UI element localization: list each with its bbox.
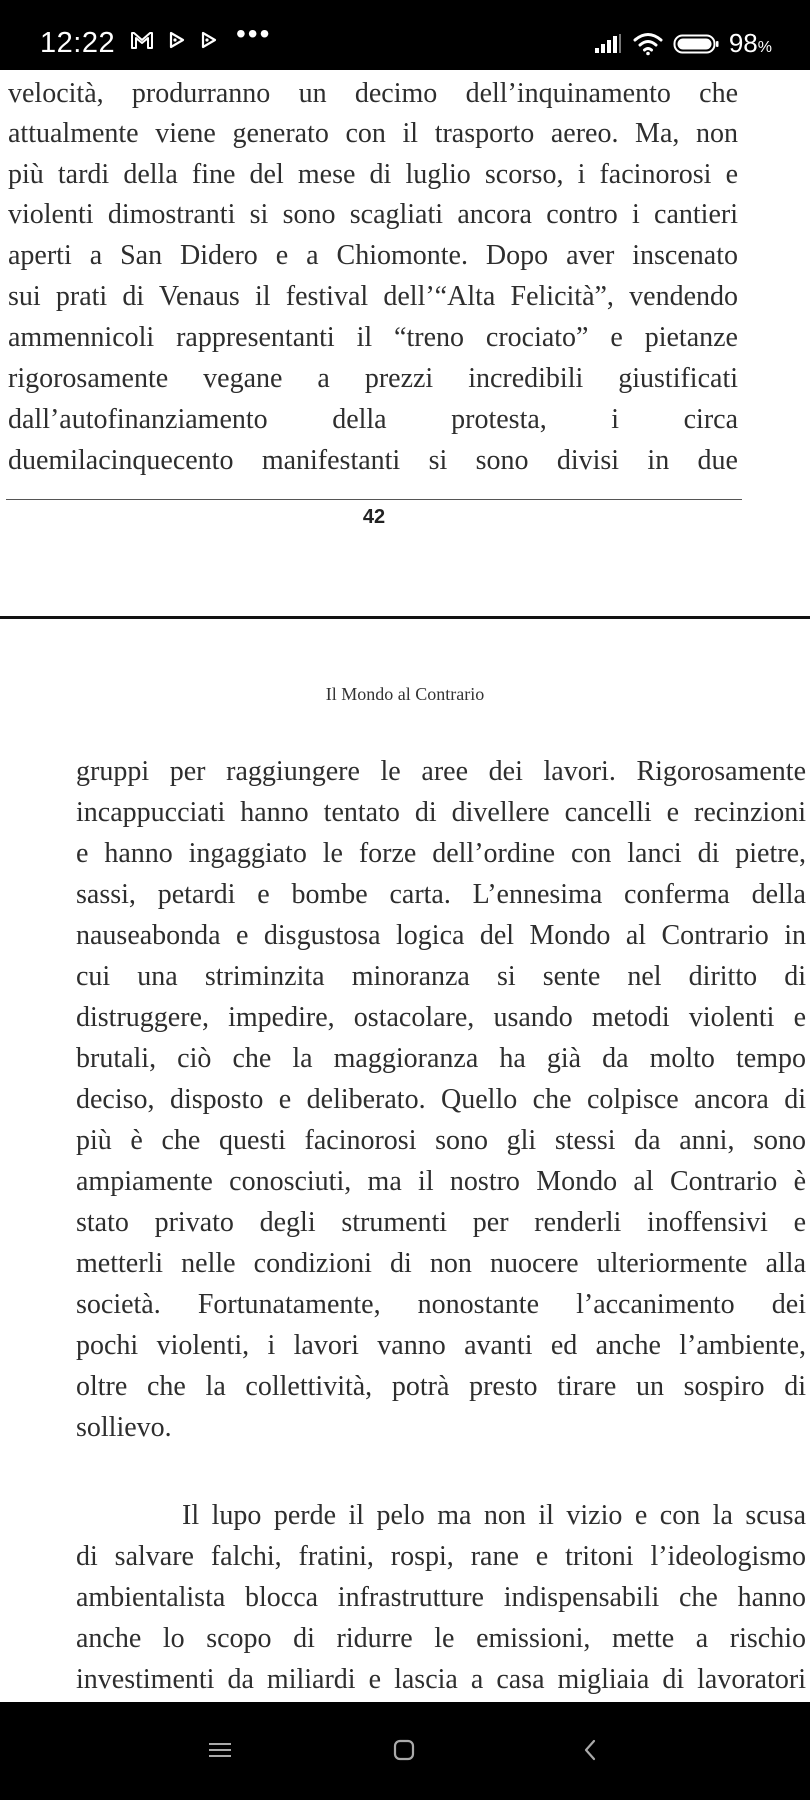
home-icon [392,1738,416,1762]
navigation-bar [0,1702,810,1800]
menu-icon [208,1740,232,1760]
text-line: e hanno ingaggiato le forze dell’ordine con lanci di pietre, [76,838,806,869]
system-icons [593,28,772,59]
running-head: Il Mondo al Contrario [325,684,485,704]
text-line: pochi violenti, i lavori vanno avanti ed anche l’ambiente, [76,1330,806,1361]
battery-icon [673,33,719,55]
play-icon [168,30,186,50]
text-line: società. Fortunatamente, nonostante l’accanimento dei [76,1289,806,1320]
text-line: di salvare falchi, fratini, rospi, rane e tritoni l’ideologismo [76,1541,806,1572]
text-line: sassi, petardi e bombe carta. L’ennesima conferma della [76,879,806,910]
wifi-icon [633,32,663,56]
text-line: cui una striminzita minoranza si sente nel diritto di [76,961,806,992]
page-divider [0,616,810,619]
text-line: incappucciati hanno tentato di divellere cancelli e recinzioni [76,797,806,828]
text-line: ambientalista blocca infrastrutture indispensabili che hanno [76,1582,806,1613]
back-icon [580,1738,600,1762]
text-line: stato privato degli strumenti per renderli inoffensivi e [76,1207,806,1238]
text-line: metterli nelle condizioni di non nuocere ulteriormente alla [76,1248,806,1279]
page-number: 42 [362,506,386,528]
battery-level: 98% [728,28,772,58]
status-time: 12:22 [40,27,116,59]
text-line: deciso, disposto e deliberato. Quello che colpisce ancora di [76,1084,806,1115]
text-line: ammennicoli rappresentanti il “treno crociato” e pietanze [8,322,738,353]
text-line: rigorosamente vegane a prezzi incredibili giustificati [8,363,738,394]
notification-icons [130,30,218,50]
signal-icon [593,33,623,55]
status-bar [0,0,810,70]
text-line: più tardi della fine del mese di luglio scorso, i facinorosi e [8,159,738,190]
gmail-icon [130,30,154,50]
text-line: distruggere, impedire, ostacolare, usando metodi violenti e [76,1002,806,1033]
text-line: anche lo scopo di ridurre le emissioni, mette a rischio [76,1623,806,1654]
text-line: brutali, ciò che la maggioranza ha già da molto tempo [76,1043,806,1074]
text-line: nauseabonda e disgustosa logica del Mondo al Contrario in [76,920,806,951]
text-line: attualmente viene generato con il trasporto aereo. Ma, non [8,118,738,149]
menu-button[interactable] [200,1730,240,1770]
text-line: sui prati di Venaus il festival dell’“Alta Felicità”, vendendo [8,281,738,312]
home-button[interactable] [384,1730,424,1770]
text-line: gruppi per raggiungere le aree dei lavori. Rigorosamente [76,756,806,787]
text-line: Il lupo perde il pelo ma non il vizio e con la scusa [182,1500,806,1531]
more-notifications-icon: ••• [236,18,272,49]
text-line: più è che questi facinorosi sono gli stessi da anni, sono [76,1125,806,1156]
text-line: sollievo. [76,1412,172,1443]
text-line: velocità, produrranno un decimo dell’inquinamento che [8,78,738,109]
footer-rule [6,499,742,500]
text-line: aperti a San Didero e a Chiomonte. Dopo aver inscenato [8,240,738,271]
text-line: investimenti da miliardi e lascia a casa migliaia di lavoratori [76,1664,806,1695]
text-line: oltre che la collettività, potrà presto tirare un sospiro di [76,1371,806,1402]
text-line: violenti dimostranti si sono scagliati ancora contro i cantieri [8,199,738,230]
play-icon [200,30,218,50]
text-line: dall’autofinanziamento della protesta, i circa [8,404,738,435]
back-button[interactable] [570,1730,610,1770]
text-line: ampiamente conosciuti, ma il nostro Mondo al Contrario è [76,1166,806,1197]
text-line: duemilacinquecento manifestanti si sono divisi in due [8,445,738,476]
